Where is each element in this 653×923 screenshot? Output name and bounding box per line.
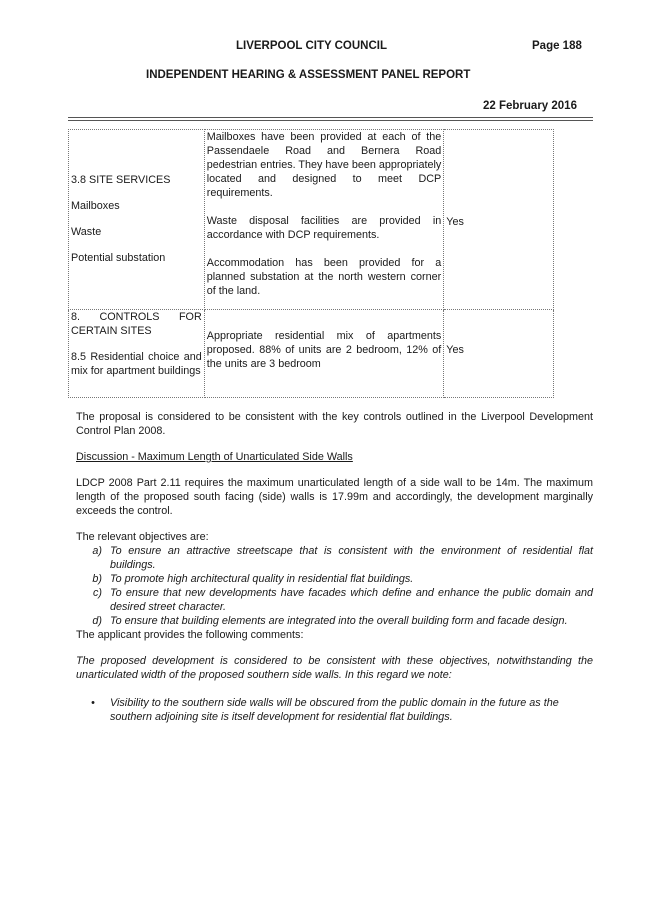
list-item [76,696,593,724]
objectives-intro: The relevant objectives are: [76,531,209,543]
bullet-text: Visibility to the southern side walls will be obscured from the public domain in the future as the southern adjoining site is itself development for residential flat buildings. [110,697,559,723]
site-services-heading: 3.8 SITE SERVICES [71,174,171,186]
list-marker: c) [93,587,102,599]
row1-compliance: Yes [446,216,464,228]
page-number: Page 188 [532,40,582,52]
list-item [76,544,593,572]
row1-mid-cell [204,130,444,310]
list-item [76,586,593,614]
row2-mid-cell [204,310,444,398]
council-name: LIVERPOOL CITY COUNCIL [236,40,388,52]
substation-label: Potential substation [71,252,166,264]
list-marker: d) [92,615,102,627]
bullet-marker: • [91,697,95,709]
row2-compliance: Yes [446,344,464,356]
discussion-heading: Discussion - Maximum Length of Unarticulated Side Walls [76,451,353,463]
residential-choice-label: 8.5 Residential choice and mix for apartment buildings [71,351,202,377]
waste-text: Waste disposal facilities are provided in accordance with DCP requirements. [206,215,442,241]
applicant-quote: The proposed development is considered to be consistent with these objectives, notwithstanding the unarticulated width of the proposed southern side walls. In this regard we note: [76,655,593,681]
table-row [69,310,554,398]
table-row [69,130,554,310]
applicant-intro: The applicant provides the following comments: [76,629,304,641]
row1-right-cell [444,130,554,310]
report-title: INDEPENDENT HEARING & ASSESSMENT PANEL REPORT [146,69,471,81]
mailboxes-text: Mailboxes have been provided at each of the Passendaele Road and Bernera Road pedestrian entries. They have been appropriately located and designed to meet DCP requirements. [206,131,442,199]
residential-mix-text: Appropriate residential mix of apartments proposed. 88% of units are 2 bedroom, 12% of the units are 3 bedroom [206,330,442,370]
header-rule-2 [68,120,593,121]
list-marker: a) [92,545,102,557]
row2-right-cell [444,310,554,398]
list-item [76,572,593,586]
objective-text: To ensure that building elements are integrated into the overall building form and facade design. [110,615,568,627]
list-marker: b) [92,573,102,585]
controls-table [68,129,554,398]
header-rule [68,117,593,118]
row2-left-cell [69,310,205,398]
mailboxes-label: Mailboxes [71,200,120,212]
list-item [76,614,593,628]
objective-text: To ensure that new developments have facades which define and enhance the public domain and desired street character. [110,587,593,613]
substation-text: Accommodation has been provided for a planned substation at the north western corner of the land. [206,257,442,297]
consistency-paragraph: The proposal is considered to be consistent with the key controls outlined in the Liverpool Development Control Plan 2008. [76,411,593,437]
row1-left-cell [69,130,205,310]
report-date: 22 February 2016 [483,100,577,112]
controls-heading: 8. CONTROLS FOR CERTAIN SITES [71,311,202,337]
waste-label: Waste [71,226,102,238]
objective-text: To ensure an attractive streetscape that is consistent with the environment of residential flat buildings. [110,545,593,571]
ldcp-paragraph: LDCP 2008 Part 2.11 requires the maximum unarticulated length of a side wall to be 14m. The maximum length of the proposed south facing (side) walls is 17.99m and accordingly, the development marginally exceeds the control. [76,477,593,517]
objective-text: To promote high architectural quality in residential flat buildings. [110,573,414,585]
report-body [76,410,593,724]
